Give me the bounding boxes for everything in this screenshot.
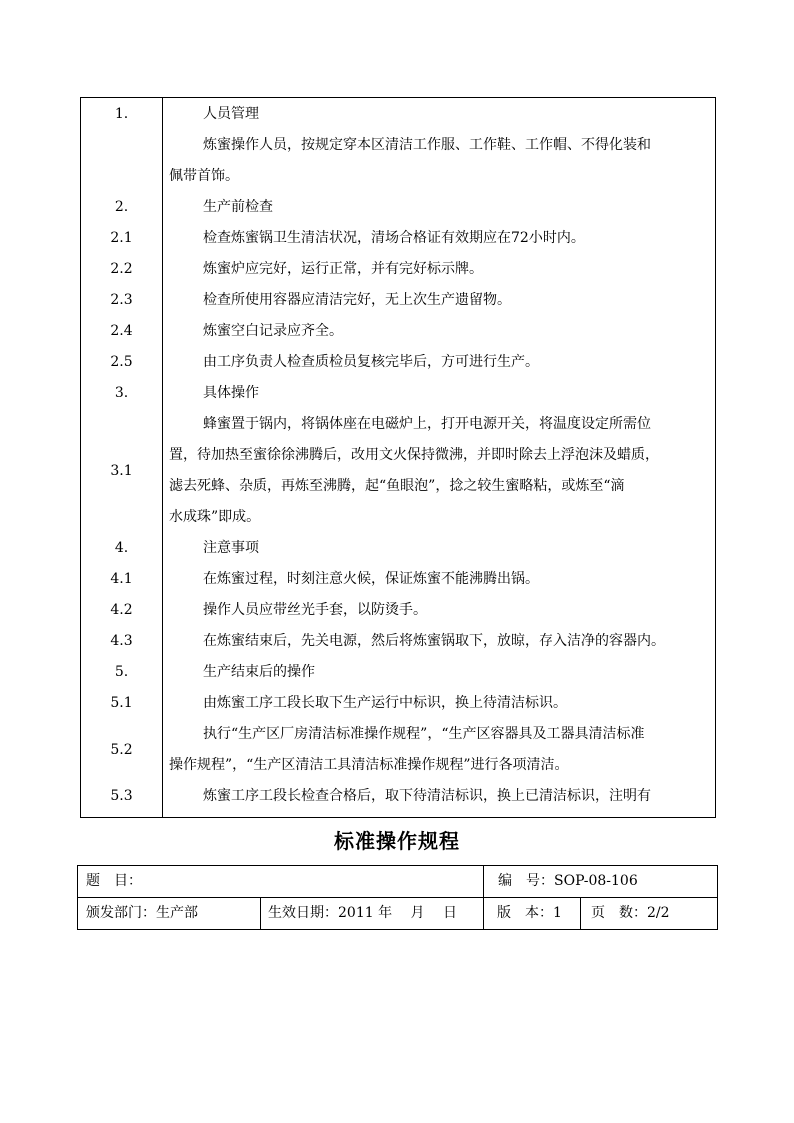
section-number: 2.3 <box>110 292 133 308</box>
code-value: SOP-08-106 <box>554 873 638 889</box>
sop-row <box>81 564 715 595</box>
dept-value: 生产部 <box>156 905 198 921</box>
date-value: 2011 年 月 日 <box>338 905 457 921</box>
sop-row <box>81 347 715 378</box>
section-text-line: 执行“生产区厂房清洁标准操作规程”，“生产区容器具及工器具清洁标准 <box>203 726 645 742</box>
section-text-line: 蜂蜜置于锅内，将锅体座在电磁炉上，打开电源开关，将温度设定所需位 <box>203 416 651 432</box>
sop-row <box>81 409 715 533</box>
column-divider <box>580 897 581 929</box>
section-text-line: 检查所使用容器应清洁完好，无上次生产遗留物。 <box>203 292 511 308</box>
version-value: 1 <box>553 905 562 921</box>
section-text-line: 水成珠”即成。 <box>169 509 261 525</box>
section-text-line: 炼蜜空白记录应齐全。 <box>203 323 343 339</box>
sop-row <box>81 285 715 316</box>
section-text-line: 具体操作 <box>203 385 259 401</box>
title-field <box>86 866 142 897</box>
version-field <box>497 898 562 929</box>
section-text-line: 滤去死蜂、杂质，再炼至沸腾，起“鱼眼泡”，捻之较生蜜略粘，或炼至“滴 <box>169 478 625 494</box>
sop-content-table <box>80 97 716 818</box>
sop-row <box>81 626 715 657</box>
sop-row <box>81 719 715 781</box>
section-text-line: 生产前检查 <box>203 199 273 215</box>
dept-label: 颁发部门： <box>86 905 156 921</box>
section-number: 2. <box>114 199 129 215</box>
section-text-line: 操作规程”，“生产区清洁工具清洁标准操作规程”进行各项清洁。 <box>169 757 569 773</box>
document-title: 标准操作规程 <box>334 829 460 853</box>
section-number: 4.1 <box>110 571 133 587</box>
section-text-line: 炼蜜操作人员，按规定穿本区清洁工作服、工作鞋、工作帽、不得化装和 <box>203 137 651 153</box>
section-text-line: 操作人员应带丝光手套，以防烫手。 <box>203 602 427 618</box>
pages-label: 页 数： <box>591 905 647 921</box>
code-label: 编 号： <box>498 873 554 889</box>
section-text-line: 炼蜜炉应完好，运行正常，并有完好标示牌。 <box>203 261 483 277</box>
section-number: 2.5 <box>110 354 133 370</box>
section-number: 5. <box>114 664 129 680</box>
sop-row <box>81 223 715 254</box>
sop-row <box>81 781 715 812</box>
sop-row <box>81 254 715 285</box>
date-field <box>268 898 457 929</box>
title-label: 题 目： <box>86 873 142 889</box>
section-number: 4. <box>114 540 129 556</box>
section-number: 2.4 <box>110 323 133 339</box>
dept-field <box>86 898 198 929</box>
sop-row <box>81 192 715 223</box>
column-divider <box>483 866 484 929</box>
sop-row <box>81 378 715 409</box>
section-number: 2.1 <box>110 230 133 246</box>
section-number: 3. <box>114 385 129 401</box>
section-number: 2.2 <box>110 261 133 277</box>
section-text-line: 生产结束后的操作 <box>203 664 315 680</box>
section-text-line: 由炼蜜工序工段长取下生产运行中标识，换上待清洁标识。 <box>203 695 567 711</box>
section-number: 1. <box>114 106 129 122</box>
section-text-line: 置，待加热至蜜徐徐沸腾后，改用文火保持微沸，并即时除去上浮泡沫及蜡质， <box>169 447 659 463</box>
sop-row <box>81 316 715 347</box>
section-number: 5.1 <box>110 695 133 711</box>
section-number: 3.1 <box>110 463 133 479</box>
column-divider <box>260 897 261 929</box>
pages-field <box>591 898 670 929</box>
section-text-line: 由工序负责人检查质检员复核完毕后，方可进行生产。 <box>203 354 539 370</box>
sop-row <box>81 130 715 192</box>
section-text-line: 在炼蜜结束后，先关电源，然后将炼蜜锅取下，放晾，存入洁净的容器内。 <box>203 633 665 649</box>
section-text-line: 佩带首饰。 <box>169 168 239 184</box>
section-number: 5.2 <box>110 742 133 758</box>
section-text-line: 人员管理 <box>203 106 259 122</box>
sop-row <box>81 99 715 130</box>
version-label: 版 本： <box>497 905 553 921</box>
section-text-line: 检查炼蜜锅卫生清洁状况，清场合格证有效期应在72小时内。 <box>203 230 585 246</box>
section-text-line: 注意事项 <box>203 540 259 556</box>
sop-row <box>81 533 715 564</box>
sop-row <box>81 595 715 626</box>
section-number: 5.3 <box>110 788 133 804</box>
section-number: 4.3 <box>110 633 133 649</box>
sop-row <box>81 657 715 688</box>
pages-value: 2/2 <box>647 905 670 921</box>
section-text-line: 炼蜜工序工段长检查合格后，取下待清洁标识，换上已清洁标识，注明有 <box>203 788 651 804</box>
section-number: 4.2 <box>110 602 133 618</box>
date-label: 生效日期： <box>268 905 338 921</box>
section-text-line: 在炼蜜过程，时刻注意火候，保证炼蜜不能沸腾出锅。 <box>203 571 539 587</box>
sop-header-table <box>77 865 718 930</box>
sop-row <box>81 688 715 719</box>
code-field <box>498 866 638 897</box>
